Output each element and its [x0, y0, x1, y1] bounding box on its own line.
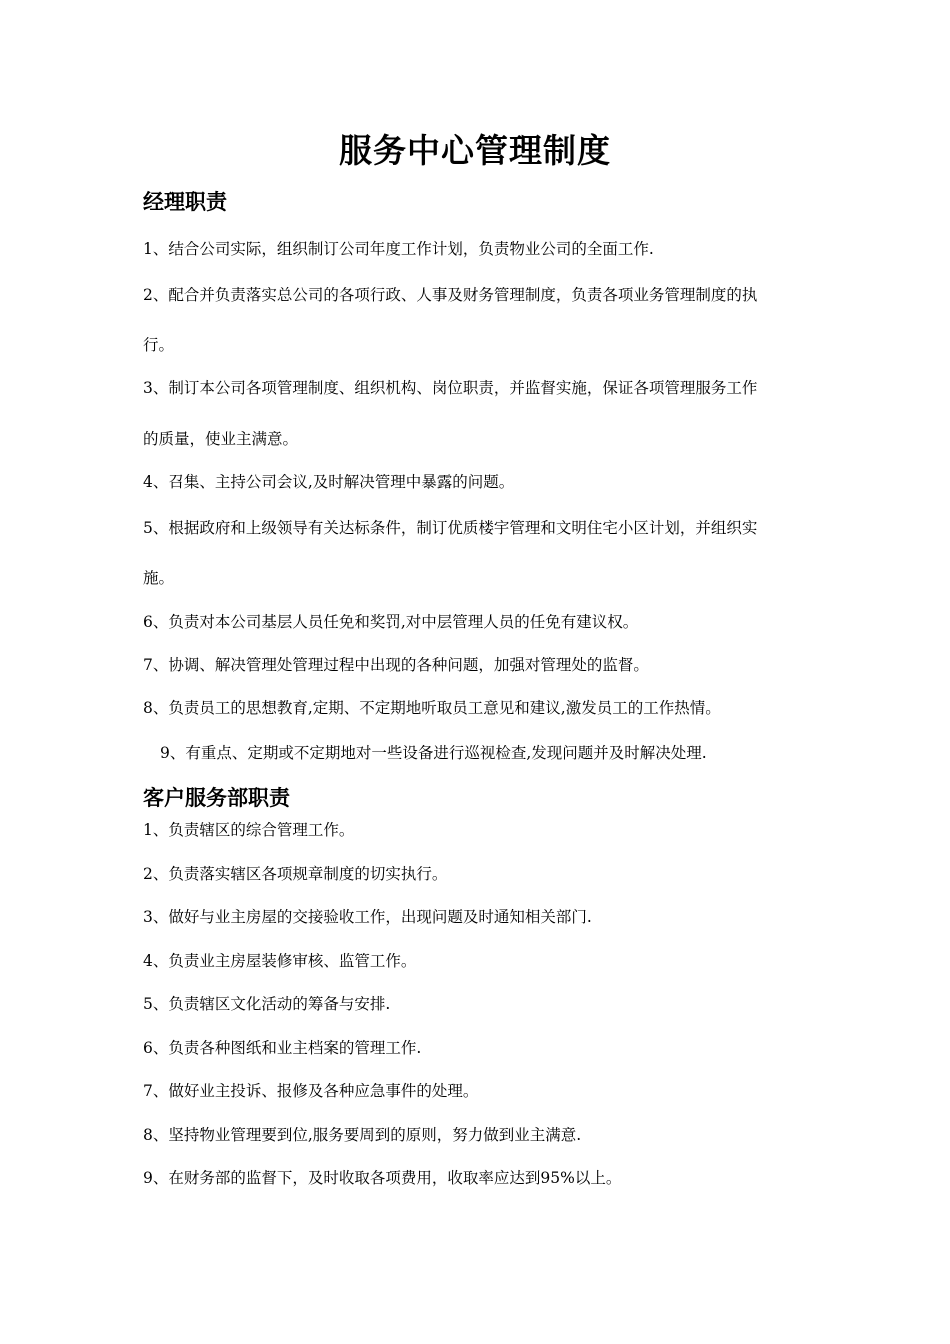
paragraph-line: 8、坚持物业管理要到位,服务要周到的原则，努力做到业主满意.: [143, 1126, 582, 1144]
paragraph-line: 3、做好与业主房屋的交接验收工作，出现问题及时通知相关部门.: [143, 908, 592, 926]
paragraph-line: 3、制订本公司各项管理制度、组织机构、岗位职责，并监督实施，保证各项管理服务工作: [143, 379, 758, 397]
paragraph-line: 8、负责员工的思想教育,定期、不定期地听取员工意见和建议,激发员工的工作热情。: [143, 699, 721, 717]
paragraph-line: 的质量，使业主满意。: [143, 430, 299, 448]
paragraph-line: 9、有重点、定期或不定期地对一些设备进行巡视检查,发现问题并及时解决处理.: [160, 744, 707, 762]
paragraph-line: 1、负责辖区的综合管理工作。: [143, 821, 355, 839]
section-heading-customer-service-duties: 客户服务部职责: [143, 786, 290, 810]
paragraph-line: 施。: [143, 569, 175, 587]
paragraph-line: 9、在财务部的监督下，及时收取各项费用，收取率应达到95%以上。: [143, 1169, 622, 1187]
paragraph-line: 6、负责各种图纸和业主档案的管理工作.: [143, 1039, 422, 1057]
paragraph-line: 2、负责落实辖区各项规章制度的切实执行。: [143, 865, 448, 883]
paragraph-line: 6、负责对本公司基层人员任免和奖罚,对中层管理人员的任免有建议权。: [143, 613, 639, 631]
paragraph-line: 5、负责辖区文化活动的筹备与安排.: [143, 995, 391, 1013]
paragraph-line: 4、负责业主房屋装修审核、监管工作。: [143, 952, 417, 970]
paragraph-line: 5、根据政府和上级领导有关达标条件，制订优质楼宇管理和文明住宅小区计划，并组织实: [143, 519, 758, 537]
paragraph-line: 7、做好业主投诉、报修及各种应急事件的处理。: [143, 1082, 479, 1100]
paragraph-line: 7、协调、解决管理处管理过程中出现的各种问题，加强对管理处的监督。: [143, 656, 649, 674]
section-heading-manager-duties: 经理职责: [143, 190, 227, 214]
paragraph-line: 2、配合并负责落实总公司的各项行政、人事及财务管理制度，负责各项业务管理制度的执: [143, 286, 758, 304]
paragraph-line: 行。: [143, 336, 175, 354]
paragraph-line: 1、结合公司实际，组织制订公司年度工作计划，负责物业公司的全面工作.: [143, 240, 654, 258]
paragraph-line: 4、召集、主持公司会议,及时解决管理中暴露的问题。: [143, 473, 515, 491]
document-title: 服务中心管理制度: [339, 131, 611, 170]
